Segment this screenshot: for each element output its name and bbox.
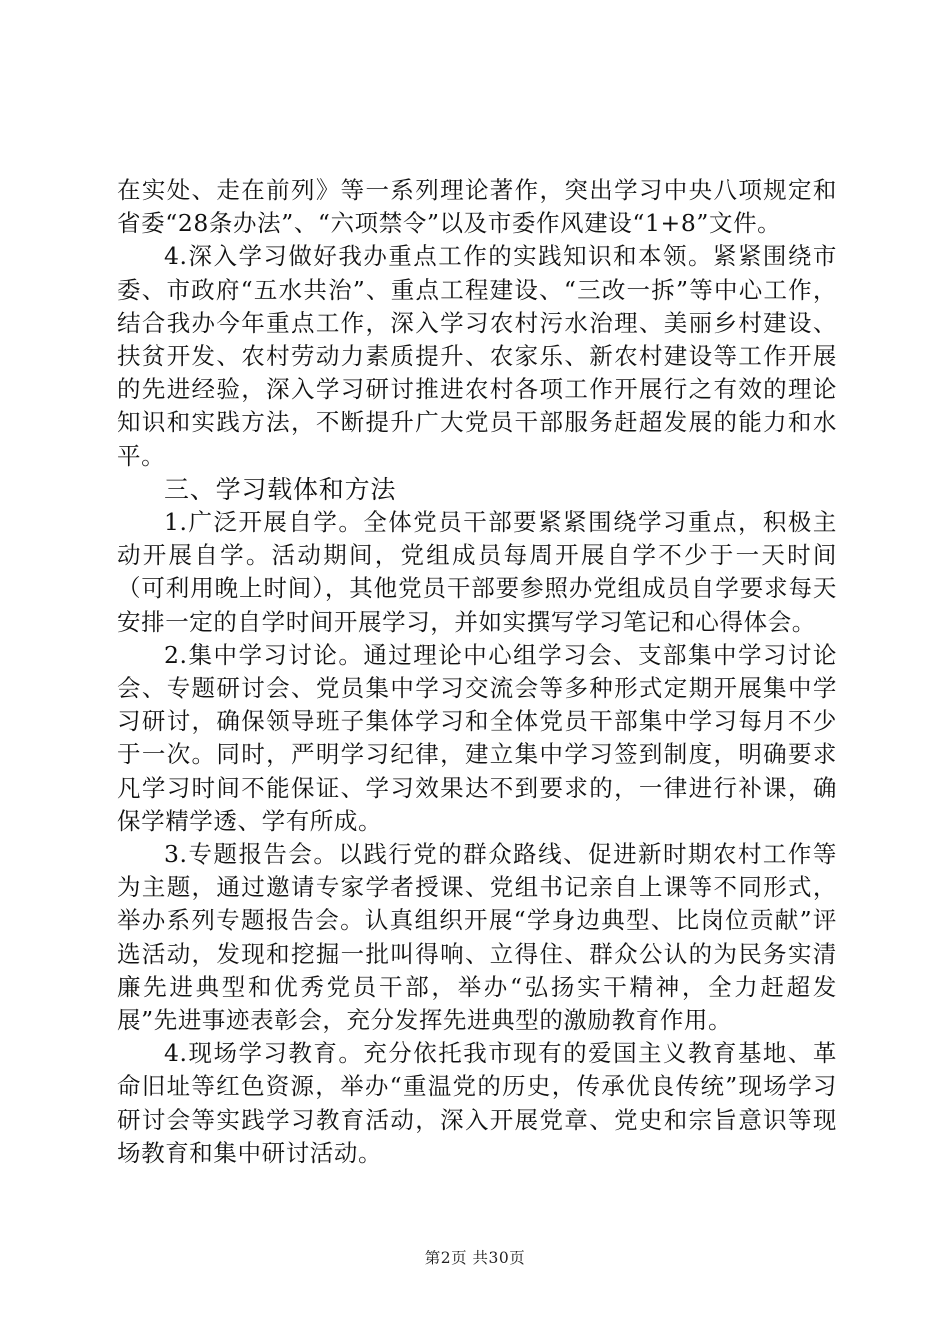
- paragraph-item-2-group-study: 2.集中学习讨论。通过理论中心组学习会、支部集中学习讨论会、专题研讨会、党员集中学习交流会等多种形式定期开展集中学习研讨，确保领导班子集体学习和全体党员干部集中学习每月不少于一次。同时，严明学习纪律，建立集中学习签到制度，明确要求凡学习时间不能保证、学习效果达不到要求的，一律进行补课，确保学精学透、学有所成。: [117, 640, 837, 835]
- section-heading-3: 三、学习载体和方法: [164, 474, 397, 504]
- paragraph-item-4-key-work: 4.深入学习做好我办重点工作的实践知识和本领。紧紧围绕市委、市政府“五水共治”、重点工程建设、“三改一拆”等中心工作，结合我办今年重点工作，深入学习农村污水治理、美丽乡村建设、扶贫开发、农村劳动力素质提升、农家乐、新农村建设等工作开展的先进经验，深入学习研讨推进农村各项工作开展行之有效的理论知识和实践方法，不断提升广大党员干部服务赶超发展的能力和水平。: [117, 242, 837, 470]
- paragraph-item-1-self-study: 1.广泛开展自学。全体党员干部要紧紧围绕学习重点，积极主动开展自学。活动期间，党组成员每周开展自学不少于一天时间（可利用晚上时间），其他党员干部要参照办党组成员自学要求每天安排一定的自学时间开展学习，并如实撰写学习笔记和心得体会。: [117, 508, 837, 636]
- paragraph-item-4-onsite: 4.现场学习教育。充分依托我市现有的爱国主义教育基地、革命旧址等红色资源，举办“重温党的历史，传承优良传统”现场学习研讨会等实践学习教育活动，深入开展党章、党史和宗旨意识等现场教育和集中研讨活动。: [117, 1039, 837, 1167]
- page-number-footer: 第2页 共30页: [424, 1249, 526, 1267]
- paragraph-item-3-lecture: 3.专题报告会。以践行党的群众路线、促进新时期农村工作等为主题，通过邀请专家学者授课、党组书记亲自上课等不同形式，举办系列专题报告会。认真组织开展“学身边典型、比岗位贡献”评选活动，发现和挖掘一批叫得响、立得住、群众公认的为民务实清廉先进典型和优秀党员干部，举办“弘扬实干精神，全力赶超发展”先进事迹表彰会，充分发挥先进典型的激励教育作用。: [117, 840, 837, 1035]
- document-body: [117, 174, 837, 1170]
- paragraph-continuation: 在实处、走在前列》等一系列理论著作，突出学习中央八项规定和省委“28条办法”、“六项禁令”以及市委作风建设“1+8”文件。: [117, 176, 837, 238]
